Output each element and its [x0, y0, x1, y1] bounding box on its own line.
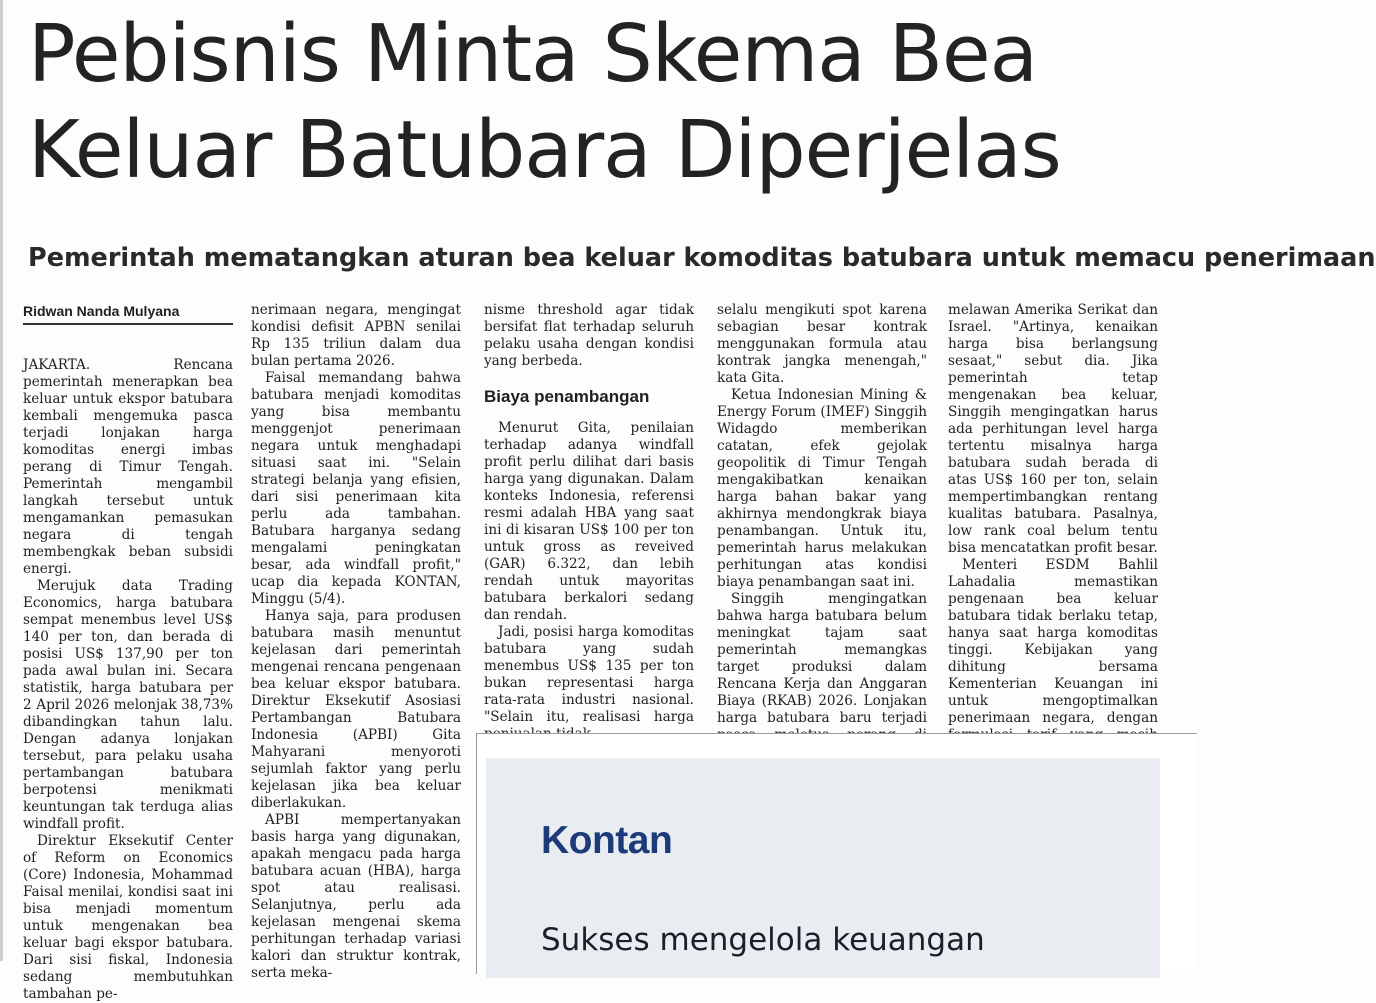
kontan-logo — [541, 818, 672, 864]
headline-line-1: Pebisnis Minta Skema Bea — [28, 8, 1038, 100]
paragraph: selalu mengikuti spot karena sebagian besar kontrak menggunakan formula atau kontrak jangka menengah," kata Gita. — [717, 302, 927, 386]
ad-tagline: Sukses mengelola keuangan — [541, 922, 985, 958]
page-edge-rule — [0, 0, 3, 961]
paragraph: Faisal memandang bahwa batubara menjadi komoditas yang bisa membantu menggenjot penerimaan negara untuk menghadapi situasi saat ini. "Selain strategi belanja yang efisien, dari sisi penerimaan kita perlu ada tambahan. Batubara harganya sedang mengalami peningkatan besar, ada windfall profit," ucap dia kepada KONTAN, Minggu (5/4). — [251, 370, 461, 607]
paragraph — [948, 557, 1158, 761]
article-column-3 — [484, 302, 694, 743]
paragraph: Merujuk data Trading Economics, harga batubara sempat menembus level US$ 140 per ton, dan berada di posisi US$ 137,90 per ton pada awal bulan ini. Secara statistik, harga batubara per 2 April 2026 melonjak 38,73% dibandingkan tahun lalu. Dengan adanya lonjakan tersebut, para pelaku usaha pertambangan batubara berpotensi menikmati keuntungan tak terduga alias windfall profit. — [23, 578, 233, 832]
paragraph: Ketua Indonesian Mining & Energy Forum (IMEF) Singgih Widagdo memberikan catatan, efek gejolak geopolitik di Timur Tengah mengakibatkan kenaikan harga bahan bakar yang akhirnya mendongkrak biaya penambangan. Untuk itu, pemerintah harus melakukan perhitungan atas kondisi biaya penambangan saat ini. — [717, 387, 927, 590]
paragraph: Singgih mengingatkan bahwa harga batubara belum meningkat tajam saat pemerintah memangkas target produksi dalam Rencana Kerja dan Anggaran Biaya (RKAB) 2026. Lonjakan harga batubara baru terjadi — [717, 591, 927, 726]
paragraph: Jadi, posisi harga komoditas batubara yang sudah menembus US$ 135 per ton bukan representasi harga rata-rata industri nasional. "Selain itu, realisasi harga — [484, 624, 694, 725]
paragraph-text: Menteri ESDM Bahlil Lahadalia memastikan pengenaan bea keluar batubara tidak berlaku tetap, hanya saat harga komoditas tinggi. Kebijakan yang dihitung bersama Kementerian Keuangan ini untuk mengoptimalkan penerimaan negara, dengan — [948, 557, 1158, 726]
article-column-5 — [948, 302, 1158, 761]
headline — [28, 6, 1061, 198]
article-column-4 — [717, 302, 927, 761]
paragraph: melawan Amerika Serikat dan Israel. "Artinya, kenaikan harga bisa berlangsung sesaat," sebut dia. Jika pemerintah tetap mengenakan bea keluar, Singgih mengingatkan harus ada perhitungan level harga tertentu misalnya harga batubara sudah berada di atas US$ 160 per ton, selain mempertimbangkan rentang kualitas batubara. Pasalnya, low rank coal belum tentu bisa mencatatkan profit besar. — [948, 302, 1158, 556]
paragraph: Menurut Gita, penilaian terhadap adanya windfall profit perlu dilihat dari basis harga yang digunakan. Dalam konteks Indonesia, referensi resmi adalah HBA yang saat ini di kisaran US$ 100 per ton untuk gross as reveived (GAR) 6.322, dan lebih rendah untuk mayoritas batubara berkalori sedang dan rendah. — [484, 420, 694, 623]
headline-line-2: Keluar Batubara Diperjelas — [28, 104, 1061, 196]
subheadline: Pemerintah mematangkan aturan bea keluar komoditas batubara untuk memacu penerimaan — [28, 243, 1376, 273]
paragraph: Direktur Eksekutif Center of Reform on Economics (Core) Indonesia, Mohammad Faisal menilai, kondisi saat ini bisa menjadi momentum untuk mengenakan bea keluar bagi ekspor batubara. Dari sisi fiskal, Indonesia sedang membutuhkan tambahan pe- — [23, 833, 233, 1002]
kontan-logo-text: Kontan — [541, 819, 673, 862]
article-column-1 — [23, 302, 233, 1003]
paragraph: Hanya saja, para produsen batubara masih menuntut kejelasan dari pemerintah mengenai rencana pengenaan bea keluar ekspor batubara. Direktur Eksekutif Asosiasi Pertambangan Batubara Indonesia (APBI) Gita Mahyarani menyoroti sejumlah faktor yang perlu kejelasan jika bea keluar diberlakukan. — [251, 608, 461, 811]
paragraph: nisme threshold agar tidak bersifat flat terhadap seluruh pelaku usaha dengan kondisi yang berbeda. — [484, 302, 694, 369]
paragraph: APBI mempertanyakan basis harga yang digunakan, apakah mengacu pada harga batubara acuan (HBA), harga spot atau realisasi. Selanjutnya, perlu ada kejelasan mengenai skema perhitungan terhadap variasi kalori dan struktur kontrak, serta meka- — [251, 812, 461, 981]
section-heading: Biaya penambangan — [484, 387, 650, 406]
paragraph: nerimaan negara, mengingat kondisi defisit APBN senilai Rp 135 triliun dalam dua bulan pertama 2026. — [251, 302, 461, 369]
byline: Ridwan Nanda Mulyana — [23, 302, 233, 325]
paragraph: JAKARTA. Rencana pemerintah menerapkan bea keluar untuk ekspor batubara kembali mengemuka pasca terjadi lonjakan harga komoditas energi imbas perang di Timur Tengah. Pemerintah mengambil langkah tersebut untuk mengamankan pemasukan negara di tengah membengkak beban subsidi energi. — [23, 357, 233, 577]
article-column-2 — [251, 302, 461, 982]
